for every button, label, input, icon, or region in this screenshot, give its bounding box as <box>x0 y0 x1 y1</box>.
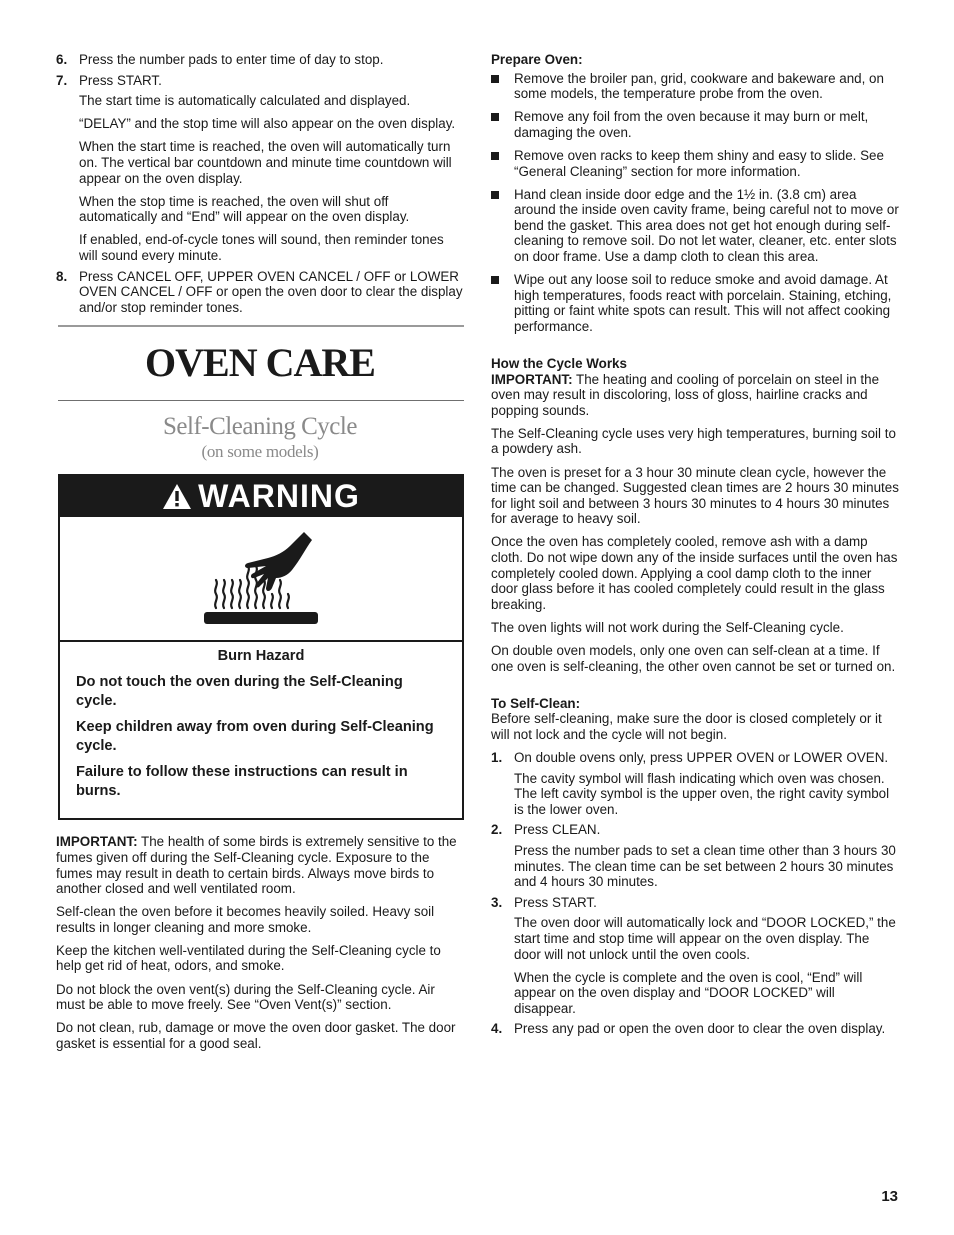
bullet-text: Remove the broiler pan, grid, cookware and bakeware and, on some models, the temperature probe from the oven. <box>514 70 884 102</box>
warning-pictogram <box>60 517 462 642</box>
step-text: Press START. <box>79 72 162 88</box>
paragraph: Do not block the oven vent(s) during the Self-Cleaning cycle. Air must be able to move freely. See “Oven Vent(s)” section. <box>56 981 435 1013</box>
bullet-text: Remove oven racks to keep them shiny and easy to slide. See “General Cleaning” section for more information. <box>514 147 884 179</box>
clean-step-1 <box>491 750 899 817</box>
warning-label: WARNING <box>198 478 360 515</box>
warning-header <box>60 476 462 517</box>
step-text: Press any pad or open the oven door to clear the oven display. <box>514 1021 886 1037</box>
warning-box <box>58 474 464 820</box>
spacer <box>491 342 899 356</box>
page-number: 13 <box>881 1188 898 1205</box>
clean-step-2 <box>491 822 899 889</box>
bullet-text: Wipe out any loose soil to reduce smoke and avoid damage. At high temperatures, foods react with porcelain. Staining, etching, pitting or faint white spots can result. This will not affect cooking performance. <box>514 272 892 334</box>
step-number: 4. <box>491 1021 503 1037</box>
step-detail: The cavity symbol will flash indicating which oven was chosen. The left cavity symbol is the upper oven, the right cavity symbol is the lower oven. <box>514 770 890 817</box>
hot-surface-hand-icon <box>196 526 326 631</box>
spacer <box>491 682 899 696</box>
bullet-item <box>491 71 899 102</box>
step-text: Press START. <box>514 894 597 910</box>
step-detail: The start time is automatically calculated and displayed. <box>79 93 411 109</box>
paragraph: The oven is preset for a 3 hour 30 minute clean cycle, however the time can be changed. Suggested clean times are 2 hours 30 minutes for light soil and between 3 hours 30 minutes to 4 hours 30 minutes for average to heavy soil. <box>491 464 899 527</box>
paragraph: The oven lights will not work during the Self-Cleaning cycle. <box>491 619 844 635</box>
step-detail: The oven door will automatically lock and “DOOR LOCKED,” the start time and stop time will appear on the oven display. The door will not unlock until the oven cools. <box>514 915 896 962</box>
steps-6-8 <box>56 52 464 315</box>
bullet-item <box>491 272 899 334</box>
step-detail: If enabled, end-of-cycle tones will sound, then reminder tones will sound every minute. <box>79 232 444 263</box>
step-text: Press CLEAN. <box>514 822 601 838</box>
square-bullet-icon <box>491 152 499 160</box>
step-number: 1. <box>491 749 503 765</box>
important-text: The heating and cooling of porcelain on steel in the oven may result in discoloring, loss of gloss, hairline cracks and popping sounds. <box>491 371 880 418</box>
prepare-oven-heading: Prepare Oven: <box>491 52 583 67</box>
step-detail: “DELAY” and the stop time will also appear on the oven display. <box>79 116 456 132</box>
section-title: Self-Cleaning Cycle <box>163 413 357 441</box>
bullet-item <box>491 187 899 265</box>
warning-line: Keep children away from oven during Self-Cleaning cycle. <box>76 719 434 755</box>
important-label: IMPORTANT: <box>56 834 138 850</box>
page-heading: OVEN CARE <box>145 340 375 386</box>
step-detail: When the cycle is complete and the oven is cool, “End” will appear on the oven display and “DOOR LOCKED” will disappear. <box>514 969 863 1016</box>
warning-line: Failure to follow these instructions can result in burns. <box>76 764 408 800</box>
section-title-note: (on some models) <box>201 442 319 462</box>
paragraph: Do not clean, rub, damage or move the oven door gasket. The door gasket is essential for a good seal. <box>56 1020 456 1051</box>
step-detail: When the stop time is reached, the oven will shut off automatically and “End” will appear on the oven display. <box>79 193 410 225</box>
paragraph: Keep the kitchen well-ventilated during the Self-Cleaning cycle to help get rid of heat, odors, and smoke. <box>56 942 441 974</box>
paragraph: Before self-cleaning, make sure the door is closed completely or it will not lock and the cycle will not begin. <box>491 711 882 742</box>
paragraph: The Self-Cleaning cycle uses very high temperatures, burning soil to a powdery ash. <box>491 425 896 457</box>
section-divider <box>58 325 464 327</box>
step-number: 8. <box>56 268 68 284</box>
step-text: Press the number pads to enter time of day to stop. <box>79 52 384 67</box>
warning-line: Do not touch the oven during the Self-Cleaning cycle. <box>76 674 403 710</box>
bullet-item <box>491 109 899 140</box>
bullet-text: Remove any foil from the oven because it may burn or melt, damaging the oven. <box>514 109 869 140</box>
left-column <box>56 52 464 1059</box>
step-detail: Press the number pads to set a clean time other than 3 hours 30 minutes. The clean time can be set between 2 hours 30 minutes and 4 hours 30 minutes. <box>514 842 896 890</box>
warning-triangle-icon <box>162 483 192 510</box>
warning-body <box>60 642 462 818</box>
cycle-heading: How the Cycle Works <box>491 356 627 371</box>
hazard-title: Burn Hazard <box>217 648 305 665</box>
step-detail: When the start time is reached, the oven will automatically turn on. The vertical bar countdown and minute time countdown will appear on the oven display. <box>79 139 452 186</box>
step-text: On double ovens only, press UPPER OVEN or LOWER OVEN. <box>514 749 889 765</box>
bullet-item <box>491 148 899 179</box>
square-bullet-icon <box>491 276 499 284</box>
step-number: 6. <box>56 52 68 67</box>
step-7 <box>56 73 464 264</box>
important-note <box>491 372 899 419</box>
paragraph: Self-clean the oven before it becomes heavily soiled. Heavy soil results in longer cleaning and more smoke. <box>56 904 435 935</box>
step-text: Press CANCEL OFF, UPPER OVEN CANCEL / OFF or LOWER OVEN CANCEL / OFF or open the oven door to clear the display and/or stop reminder tones. <box>79 268 463 315</box>
step-number: 2. <box>491 822 503 838</box>
important-note <box>56 834 464 896</box>
paragraph: On double oven models, only one oven can self-clean at a time. If one oven is self-cleaning, the other oven cannot be set or turned on. <box>491 643 896 674</box>
paragraph: Once the oven has completely cooled, remove ash with a damp cloth. Do not wipe down any of the inside surfaces until the oven has completely cooled down. Applying a cool damp cloth to the inner door glass before it has cooled completely could result in the glass breaking. <box>491 534 898 612</box>
step-8 <box>56 269 464 316</box>
self-clean-heading: To Self-Clean: <box>491 695 581 711</box>
clean-step-4 <box>491 1021 899 1037</box>
step-number: 7. <box>56 72 68 88</box>
square-bullet-icon <box>491 191 499 199</box>
square-bullet-icon <box>491 113 499 121</box>
clean-step-3 <box>491 895 899 1017</box>
bullet-text: Hand clean inside door edge and the 1½ in. (3.8 cm) area around the inside oven cavity frame, being careful not to move or bend the gasket. This area does not get hot enough during self-cleaning to remove soil. Do not let water, cleaner, etc. enter slots on door frame. Use a damp cloth to clean this area. <box>514 186 899 265</box>
heading-divider <box>58 400 464 401</box>
square-bullet-icon <box>491 75 499 83</box>
right-column <box>491 52 899 1042</box>
step-6 <box>56 52 464 68</box>
important-text: The health of some birds is extremely sensitive to the fumes given off during the Self-Cleaning cycle. Exposure to the fumes may result in death to certain birds. Always move birds to another closed and well ventilated room. <box>56 834 457 897</box>
important-label: IMPORTANT: <box>491 371 573 387</box>
step-number: 3. <box>491 894 503 910</box>
